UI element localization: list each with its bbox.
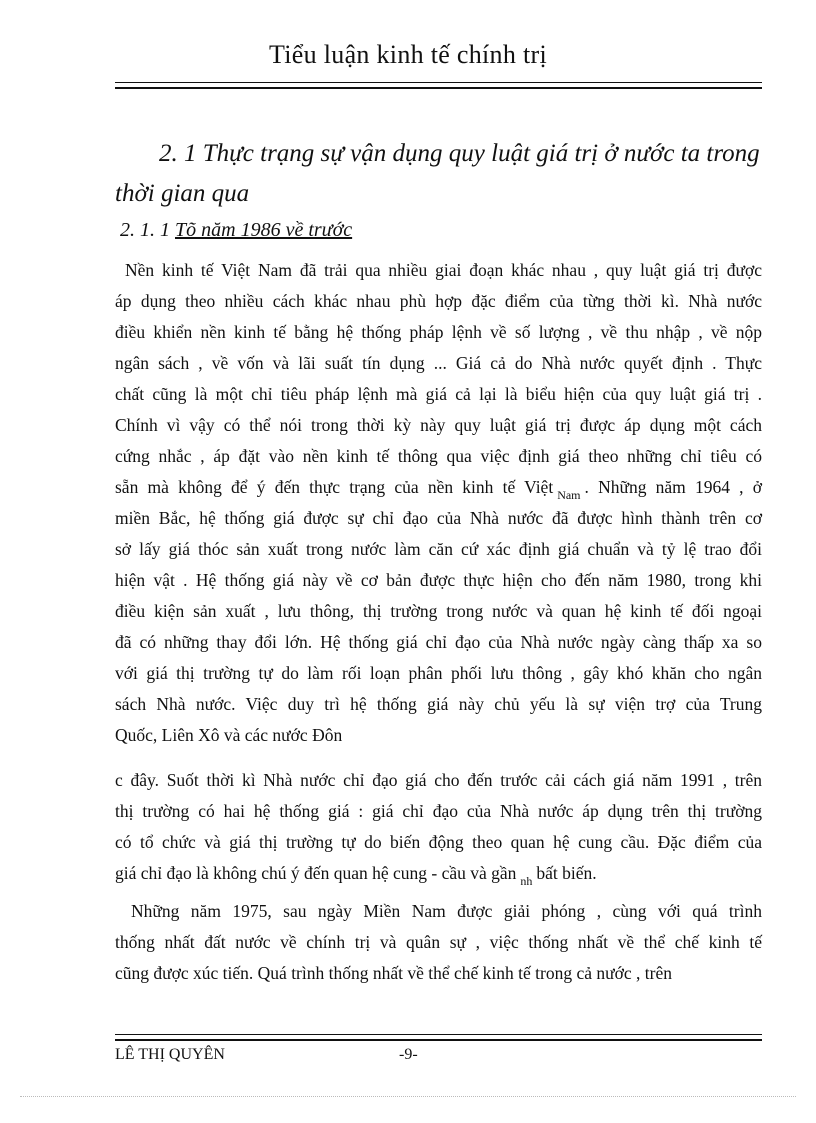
text-line: đã có những thay đổi lớn. Hệ thống giá chỉ đạo của Nhà nước ngày càng thấp xa so (115, 632, 762, 652)
footer-double-rule (115, 1034, 762, 1041)
subsection-title: Tõ năm 1986 về trước (175, 219, 353, 241)
text-fragment: giá chỉ đạo là không chú ý đến quan hệ cung - cầu và gần (115, 863, 517, 883)
section-heading-line2: thời gian qua (115, 180, 250, 207)
text-fragment: bất biến. (536, 863, 597, 883)
subsection-heading (120, 219, 352, 242)
paragraph-3 (115, 896, 762, 989)
text-line: ngân sách , về vốn và lãi suất tín dụng ... Giá cả do Nhà nước quyết định . Thực (115, 353, 762, 373)
text-line: Chính vì vậy có thể nói trong thời kỳ này quy luật giá trị được áp dụng một cách (115, 415, 762, 435)
paragraph-1 (115, 255, 762, 751)
text-line: điều khiển nền kinh tế bằng hệ thống pháp lệnh về số lượng , về thu nhập , về nộp (115, 322, 762, 342)
text-line: cứng nhắc , áp đặt vào nền kinh tế thông qua việc định giá theo những chỉ tiêu có (115, 446, 762, 466)
text-fragment: . Những năm 1964 , ở (584, 477, 762, 497)
text-line: sở lấy giá thóc sản xuất trong nước làm căn cứ xác định giá chuẩn và tỷ lệ trao đổi (115, 539, 762, 559)
section-heading-line1: 2. 1 Thực trạng sự vận dụng quy luật giá trị ở nước ta trong (159, 140, 760, 167)
subscript-fragment: Nam (557, 488, 581, 502)
text-line: với giá thị trường tự do làm rối loạn phân phối lưu thông , gây khó khăn cho ngân (115, 663, 762, 683)
text-line: c đây. Suốt thời kì Nhà nước chỉ đạo giá cho đến trước cải cách giá năm 1991 , trên (115, 770, 762, 790)
text-line (115, 858, 762, 889)
text-line: sách Nhà nước. Việc duy trì hệ thống giá này chủ yếu là sự viện trợ của Trung (115, 694, 762, 714)
text-fragment: sẵn mà không để ý đến thực trạng của nền kinh tế Việt (115, 477, 554, 497)
text-line: điều kiện sản xuất , lưu thông, thị trường trong nước và quan hệ kinh tế đối ngoại (115, 601, 762, 621)
subsection-number: 2. 1. 1 (120, 219, 170, 241)
text-line: thị trường có hai hệ thống giá : giá chỉ đạo của Nhà nước áp dụng trên thị trường (115, 801, 762, 821)
page-number: -9- (399, 1046, 418, 1063)
page-break-divider (20, 1096, 796, 1097)
footer-author: LÊ THỊ QUYÊN (115, 1046, 225, 1063)
paragraph-2 (115, 765, 762, 889)
text-line: Những năm 1975, sau ngày Miền Nam được giải phóng , cùng với quá trình (131, 901, 762, 921)
section-heading (115, 134, 762, 214)
text-line (115, 472, 762, 503)
text-line: miền Bắc, hệ thống giá được sự chỉ đạo của Nhà nước đã được hình thành trên cơ (115, 508, 762, 528)
text-line: có tổ chức và giá thị trường tự do biến động theo quan hệ cung cầu. Đặc điểm của (115, 832, 762, 852)
text-line: Nền kinh tế Việt Nam đã trải qua nhiều giai đoạn khác nhau , quy luật giá trị được (125, 260, 762, 280)
subscript-fragment: nh (520, 874, 533, 888)
text-line: Quốc, Liên Xô và các nước Đôn (115, 725, 343, 745)
text-line: hiện vật . Hệ thống giá này về cơ bản được thực hiện cho đến năm 1980, trong khi (115, 570, 762, 590)
header-double-rule (115, 82, 762, 89)
header-title: Tiểu luận kinh tế chính trị (269, 40, 547, 69)
text-line: áp dụng theo nhiều cách khác nhau phù hợp đặc điểm của từng thời kì. Nhà nước (115, 291, 762, 311)
text-line: thống nhất đất nước về chính trị và quân sự , việc thống nhất về thể chế kinh tế (115, 932, 762, 952)
text-line: chất cũng là một chỉ tiêu pháp lệnh mà giá cả lại là biểu hiện của quy luật giá trị . (115, 384, 762, 404)
text-line: cũng được xúc tiến. Quá trình thống nhất về thể chế kinh tế trong cả nước , trên (115, 963, 672, 983)
